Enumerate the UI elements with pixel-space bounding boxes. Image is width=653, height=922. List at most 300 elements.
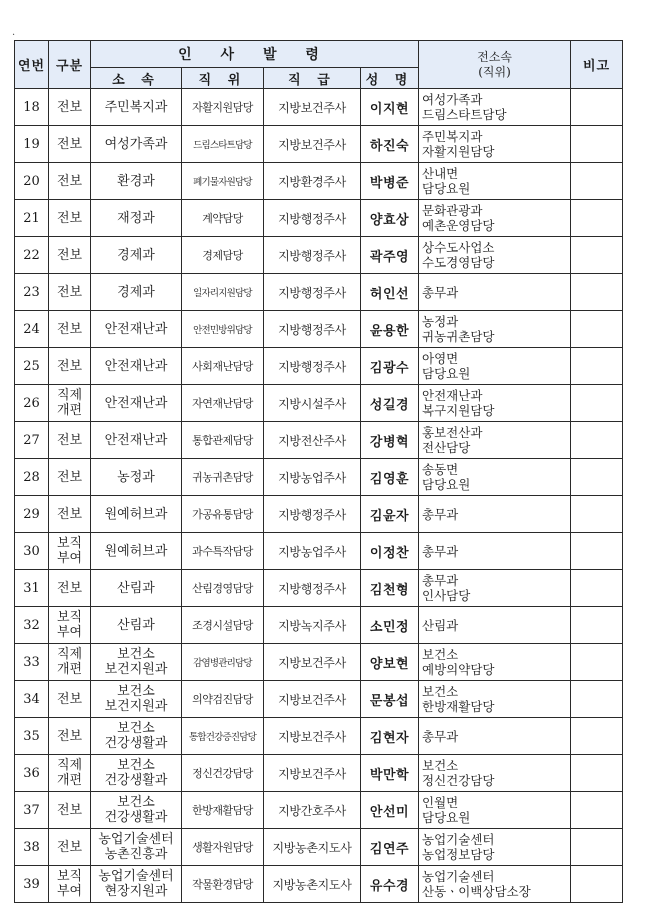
cell-prev [419, 792, 571, 829]
cell-no: 28 [15, 459, 49, 496]
cell-rank: 지방간호주사 [264, 792, 361, 829]
table-row [15, 89, 623, 126]
cell-prev [419, 163, 571, 200]
cell-rank: 지방농촌지도사 [264, 829, 361, 866]
cell-type-line: 전보 [56, 173, 83, 189]
cell-name: 김광수 [361, 348, 419, 385]
cell-type [49, 607, 91, 644]
cell-no: 33 [15, 644, 49, 681]
cell-type-line: 보직 [56, 536, 83, 551]
cell-no: 38 [15, 829, 49, 866]
cell-prev-line: 귀농귀촌담당 [422, 329, 495, 344]
header-dept: 소 속 [91, 68, 182, 89]
cell-duty: 가공유통담당 [182, 496, 264, 533]
cell-duty: 통합관제담당 [182, 422, 264, 459]
cell-type-line: 전보 [56, 358, 83, 374]
cell-no: 24 [15, 311, 49, 348]
cell-prev [419, 829, 571, 866]
header-prev [419, 41, 571, 89]
cell-prev [419, 459, 571, 496]
cell-note [571, 459, 623, 496]
cell-dept [91, 348, 182, 385]
cell-prev-line: 정신건강담당 [422, 773, 495, 788]
cell-dept-line: 건강생활과 [104, 773, 168, 788]
cell-type [49, 681, 91, 718]
cell-prev [419, 681, 571, 718]
cell-dept-line: 주민복지과 [104, 99, 168, 115]
cell-type-line: 직제 [56, 388, 83, 403]
cell-rank: 지방보건주사 [264, 126, 361, 163]
cell-note [571, 274, 623, 311]
cell-note [571, 829, 623, 866]
table-row [15, 718, 623, 755]
table-row [15, 792, 623, 829]
cell-dept [91, 163, 182, 200]
cell-type [49, 237, 91, 274]
table-body [15, 89, 623, 903]
cell-dept-line: 안전재난과 [104, 321, 168, 337]
cell-dept-line: 원예허브과 [104, 543, 168, 559]
table-row [15, 200, 623, 237]
cell-type [49, 126, 91, 163]
cell-dept [91, 866, 182, 903]
cell-dept [91, 422, 182, 459]
table-row [15, 607, 623, 644]
cell-prev-line: 담당요원 [422, 366, 471, 381]
cell-type-line: 전보 [56, 469, 83, 485]
cell-duty: 감염병관리담당 [182, 644, 264, 681]
cell-type-line: 보직 [56, 869, 83, 884]
cell-no: 34 [15, 681, 49, 718]
table-row [15, 681, 623, 718]
cell-no: 27 [15, 422, 49, 459]
cell-dept-line: 여성가족과 [104, 136, 168, 152]
cell-dept [91, 459, 182, 496]
cell-prev-line: 총무과 [422, 543, 459, 559]
cell-type [49, 422, 91, 459]
cell-prev-line: 농업기술센터 [422, 869, 495, 884]
cell-prev-line: 여성가족과 [422, 92, 483, 107]
cell-no: 22 [15, 237, 49, 274]
cell-note [571, 533, 623, 570]
cell-note [571, 755, 623, 792]
table-row [15, 496, 623, 533]
cell-prev [419, 89, 571, 126]
cell-name: 윤용한 [361, 311, 419, 348]
cell-note [571, 644, 623, 681]
cell-type-line: 개편 [56, 403, 83, 418]
cell-type-line: 부여 [56, 551, 83, 566]
cell-dept-line: 경제과 [117, 247, 155, 263]
cell-note [571, 348, 623, 385]
cell-name: 유수경 [361, 866, 419, 903]
table-row [15, 755, 623, 792]
cell-dept-line: 보건소 [117, 758, 155, 773]
cell-rank: 지방보건주사 [264, 718, 361, 755]
cell-dept [91, 755, 182, 792]
cell-name: 소민정 [361, 607, 419, 644]
cell-type-line: 전보 [56, 580, 83, 596]
cell-type-line: 직제 [56, 758, 83, 773]
cell-dept [91, 311, 182, 348]
cell-type-line: 전보 [56, 728, 83, 744]
cell-prev [419, 200, 571, 237]
cell-duty: 의약검진담당 [182, 681, 264, 718]
cell-prev-line: 문화관광과 [422, 203, 483, 218]
header-no: 연번 [15, 41, 49, 89]
cell-dept-line: 안전재난과 [104, 432, 168, 448]
header-rank: 직 급 [264, 68, 361, 89]
cell-prev-line: 안전재난과 [422, 388, 483, 403]
cell-type-line: 전보 [56, 99, 83, 115]
cell-no: 36 [15, 755, 49, 792]
cell-prev-line: 담당요원 [422, 477, 471, 492]
cell-rank: 지방녹지주사 [264, 607, 361, 644]
cell-prev-line: 예촌운영담당 [422, 218, 495, 233]
cell-prev [419, 607, 571, 644]
cell-no: 21 [15, 200, 49, 237]
cell-type [49, 829, 91, 866]
cell-note [571, 89, 623, 126]
header-type: 구분 [49, 41, 91, 89]
cell-type [49, 533, 91, 570]
cell-prev [419, 718, 571, 755]
cell-no: 39 [15, 866, 49, 903]
cell-type-line: 개편 [56, 773, 83, 788]
cell-note [571, 311, 623, 348]
cell-dept [91, 718, 182, 755]
cell-type-line: 전보 [56, 321, 83, 337]
cell-duty: 드림스타트담당 [182, 126, 264, 163]
cell-rank: 지방농촌지도사 [264, 866, 361, 903]
cell-duty: 작물환경담당 [182, 866, 264, 903]
cell-dept [91, 607, 182, 644]
cell-rank: 지방보건주사 [264, 89, 361, 126]
cell-dept-line: 농정과 [117, 469, 155, 485]
cell-rank: 지방행정주사 [264, 274, 361, 311]
cell-dept-line: 환경과 [117, 173, 155, 189]
cell-type-line: 직제 [56, 647, 83, 662]
cell-type-line: 전보 [56, 284, 83, 300]
cell-dept [91, 385, 182, 422]
cell-prev [419, 866, 571, 903]
cell-duty: 통합건강증진담당 [182, 718, 264, 755]
cell-note [571, 866, 623, 903]
cell-type [49, 311, 91, 348]
cell-rank: 지방행정주사 [264, 311, 361, 348]
cell-rank: 지방행정주사 [264, 496, 361, 533]
cell-no: 31 [15, 570, 49, 607]
cell-dept-line: 보건소 [117, 795, 155, 810]
cell-prev-line: 총무과 [422, 728, 459, 744]
cell-type [49, 459, 91, 496]
cell-note [571, 200, 623, 237]
cell-dept-line: 안전재난과 [104, 395, 168, 411]
cell-name: 김연주 [361, 829, 419, 866]
cell-prev [419, 755, 571, 792]
cell-prev-line: 보건소 [422, 684, 459, 699]
cell-prev-line: 총무과 [422, 506, 459, 522]
cell-type-line: 부여 [56, 884, 83, 899]
cell-dept [91, 792, 182, 829]
cell-type [49, 274, 91, 311]
cell-dept-line: 안전재난과 [104, 358, 168, 374]
cell-type [49, 792, 91, 829]
cell-dept-line: 보건지원과 [104, 662, 168, 677]
cell-prev [419, 496, 571, 533]
cell-type-line: 전보 [56, 432, 83, 448]
cell-no: 32 [15, 607, 49, 644]
cell-dept-line: 현장지원과 [104, 884, 168, 899]
cell-prev-line: 담당요원 [422, 181, 471, 196]
table-row [15, 422, 623, 459]
cell-prev [419, 422, 571, 459]
cell-no: 29 [15, 496, 49, 533]
cell-rank: 지방행정주사 [264, 570, 361, 607]
table-row [15, 274, 623, 311]
cell-rank: 지방보건주사 [264, 755, 361, 792]
cell-prev-line: 농업정보담당 [422, 847, 495, 862]
table-row [15, 311, 623, 348]
scan-mark: · [12, 30, 16, 41]
cell-dept-line: 농촌진흥과 [104, 847, 168, 862]
cell-no: 19 [15, 126, 49, 163]
cell-type-line: 전보 [56, 839, 83, 855]
cell-note [571, 422, 623, 459]
cell-note [571, 237, 623, 274]
cell-name: 박병준 [361, 163, 419, 200]
cell-rank: 지방행정주사 [264, 237, 361, 274]
cell-name: 문봉섭 [361, 681, 419, 718]
cell-prev [419, 385, 571, 422]
cell-dept-line: 원예허브과 [104, 506, 168, 522]
cell-prev-line: 복구지원담당 [422, 403, 495, 418]
cell-duty: 조경시설담당 [182, 607, 264, 644]
cell-note [571, 163, 623, 200]
cell-note [571, 681, 623, 718]
table-row [15, 237, 623, 274]
cell-rank: 지방전산주사 [264, 422, 361, 459]
cell-no: 23 [15, 274, 49, 311]
cell-duty: 자활지원담당 [182, 89, 264, 126]
cell-dept [91, 681, 182, 718]
cell-name: 양보현 [361, 644, 419, 681]
header-duty: 직 위 [182, 68, 264, 89]
cell-prev-line: 아영면 [422, 351, 459, 366]
cell-name: 김영훈 [361, 459, 419, 496]
cell-dept-line: 농업기술센터 [98, 869, 174, 884]
cell-name: 강병혁 [361, 422, 419, 459]
cell-type [49, 200, 91, 237]
cell-type-line: 전보 [56, 691, 83, 707]
table-header [15, 41, 623, 89]
cell-duty: 폐기물자원담당 [182, 163, 264, 200]
cell-rank: 지방환경주사 [264, 163, 361, 200]
cell-prev-line: 산림과 [422, 617, 459, 633]
cell-prev-line: 자활지원담당 [422, 144, 495, 159]
cell-type [49, 866, 91, 903]
cell-prev-line: 담당요원 [422, 810, 471, 825]
cell-rank: 지방행정주사 [264, 200, 361, 237]
cell-no: 30 [15, 533, 49, 570]
cell-prev-line: 한방재활담당 [422, 699, 495, 714]
cell-rank: 지방농업주사 [264, 459, 361, 496]
cell-prev-line: 주민복지과 [422, 129, 483, 144]
cell-prev [419, 274, 571, 311]
cell-note [571, 126, 623, 163]
cell-dept [91, 274, 182, 311]
cell-prev-line: 총무과 [422, 573, 459, 588]
cell-prev [419, 237, 571, 274]
cell-type [49, 163, 91, 200]
header-prev-line2: (직위) [478, 64, 511, 79]
cell-type [49, 348, 91, 385]
cell-prev [419, 348, 571, 385]
cell-dept [91, 496, 182, 533]
cell-dept-line: 경제과 [117, 284, 155, 300]
cell-dept-line: 건강생활과 [104, 736, 168, 751]
table-row [15, 829, 623, 866]
cell-duty: 계약담당 [182, 200, 264, 237]
cell-duty: 한방재활담당 [182, 792, 264, 829]
cell-prev-line: 인사담당 [422, 588, 471, 603]
cell-dept [91, 533, 182, 570]
cell-type-line: 보직 [56, 610, 83, 625]
cell-type-line: 전보 [56, 136, 83, 152]
cell-prev-line: 농정과 [422, 314, 459, 329]
header-name: 성 명 [361, 68, 419, 89]
table-row [15, 533, 623, 570]
cell-type-line: 전보 [56, 247, 83, 263]
cell-dept-line: 건강생활과 [104, 810, 168, 825]
cell-note [571, 607, 623, 644]
cell-prev-line: 산내면 [422, 166, 459, 181]
cell-type [49, 644, 91, 681]
cell-name: 곽주영 [361, 237, 419, 274]
cell-note [571, 792, 623, 829]
header-note: 비고 [571, 41, 623, 89]
cell-dept-line: 농업기술센터 [98, 832, 174, 847]
cell-dept-line: 보건소 [117, 721, 155, 736]
cell-name: 성길경 [361, 385, 419, 422]
cell-dept-line: 산림과 [117, 580, 155, 596]
cell-no: 35 [15, 718, 49, 755]
cell-prev-line: 홍보전산과 [422, 425, 483, 440]
cell-name: 양효상 [361, 200, 419, 237]
cell-rank: 지방보건주사 [264, 681, 361, 718]
cell-dept-line: 보건지원과 [104, 699, 168, 714]
cell-name: 김현자 [361, 718, 419, 755]
cell-rank: 지방행정주사 [264, 348, 361, 385]
cell-prev-line: 농업기술센터 [422, 832, 495, 847]
cell-duty: 안전민방위담당 [182, 311, 264, 348]
cell-type-line: 전보 [56, 506, 83, 522]
cell-note [571, 496, 623, 533]
cell-dept-line: 보건소 [117, 684, 155, 699]
cell-duty: 생활자원담당 [182, 829, 264, 866]
cell-type-line: 전보 [56, 802, 83, 818]
table-row [15, 385, 623, 422]
cell-prev [419, 570, 571, 607]
cell-name: 김천형 [361, 570, 419, 607]
cell-prev [419, 311, 571, 348]
cell-type-line: 개편 [56, 662, 83, 677]
cell-dept-line: 산림과 [117, 617, 155, 633]
cell-duty: 과수특작담당 [182, 533, 264, 570]
cell-dept-line: 보건소 [117, 647, 155, 662]
cell-prev-line: 보건소 [422, 647, 459, 662]
cell-duty: 일자리지원담당 [182, 274, 264, 311]
cell-type [49, 385, 91, 422]
cell-name: 이지현 [361, 89, 419, 126]
cell-prev-line: 인월면 [422, 795, 459, 810]
table-row [15, 570, 623, 607]
header-title: 인 사 발 령 [91, 41, 419, 68]
cell-dept [91, 644, 182, 681]
table-row [15, 348, 623, 385]
cell-duty: 자연재난담당 [182, 385, 264, 422]
table-row [15, 866, 623, 903]
cell-type-line: 전보 [56, 210, 83, 226]
cell-rank: 지방농업주사 [264, 533, 361, 570]
cell-prev-line: 산동ㆍ이백상담소장 [422, 884, 531, 899]
cell-prev-line: 보건소 [422, 758, 459, 773]
cell-dept [91, 200, 182, 237]
cell-name: 안선미 [361, 792, 419, 829]
cell-type [49, 496, 91, 533]
cell-prev-line: 송동면 [422, 462, 459, 477]
cell-duty: 귀농귀촌담당 [182, 459, 264, 496]
cell-no: 20 [15, 163, 49, 200]
cell-name: 하진숙 [361, 126, 419, 163]
table-row [15, 459, 623, 496]
table-row [15, 644, 623, 681]
cell-duty: 정신건강담당 [182, 755, 264, 792]
table-row [15, 126, 623, 163]
cell-prev [419, 126, 571, 163]
cell-type [49, 570, 91, 607]
cell-no: 25 [15, 348, 49, 385]
cell-name: 김윤자 [361, 496, 419, 533]
cell-rank: 지방시설주사 [264, 385, 361, 422]
cell-prev-line: 수도경영담당 [422, 255, 495, 270]
header-prev-line1: 전소속 [477, 49, 512, 64]
cell-prev-line: 예방의약담당 [422, 662, 495, 677]
cell-dept [91, 829, 182, 866]
cell-dept-line: 재정과 [117, 210, 155, 226]
cell-type [49, 718, 91, 755]
cell-duty: 사회재난담당 [182, 348, 264, 385]
cell-duty: 경제담당 [182, 237, 264, 274]
cell-no: 26 [15, 385, 49, 422]
cell-prev-line: 전산담당 [422, 440, 471, 455]
cell-type [49, 755, 91, 792]
cell-dept [91, 89, 182, 126]
cell-prev [419, 644, 571, 681]
cell-prev-line: 총무과 [422, 284, 459, 300]
cell-no: 37 [15, 792, 49, 829]
cell-type [49, 89, 91, 126]
personnel-order-table [14, 40, 623, 903]
cell-prev-line: 상수도사업소 [422, 240, 495, 255]
cell-name: 이정찬 [361, 533, 419, 570]
table-row [15, 163, 623, 200]
cell-note [571, 385, 623, 422]
cell-note [571, 570, 623, 607]
cell-no: 18 [15, 89, 49, 126]
cell-dept [91, 126, 182, 163]
cell-note [571, 718, 623, 755]
